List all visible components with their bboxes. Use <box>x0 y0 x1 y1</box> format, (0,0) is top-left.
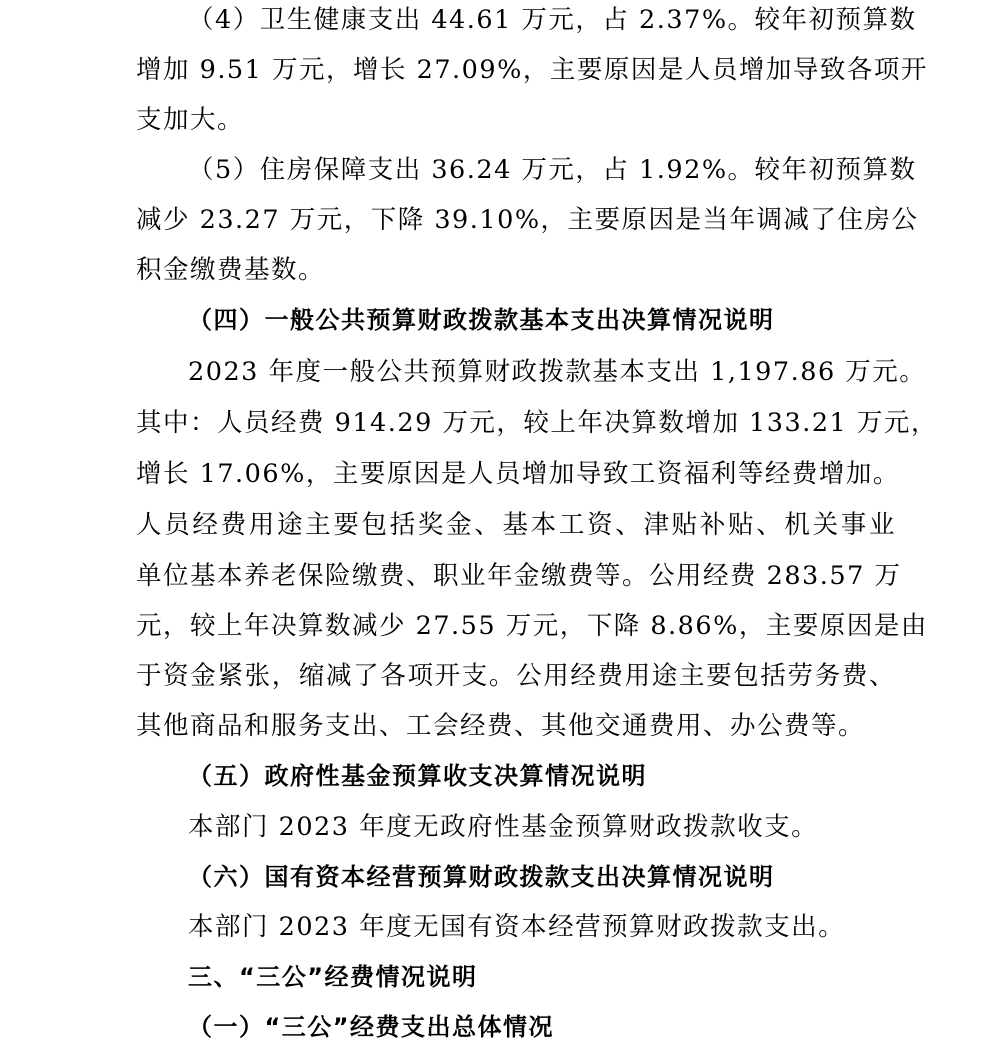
paragraph-line: 人员经费用途主要包括奖金、基本工资、津贴补贴、机关事业 <box>136 510 896 540</box>
paragraph-line: 于资金紧张，缩减了各项开支。公用经费用途主要包括劳务费、 <box>136 661 896 691</box>
paragraph-line: （5）住房保障支出 36.24 万元，占 1.92%。较年初预算数 <box>188 155 917 185</box>
paragraph-line: 其他商品和服务支出、工会经费、其他交通费用、办公费等。 <box>136 711 866 741</box>
paragraph-line: 增加 9.51 万元，增长 27.09%，主要原因是人员增加导致各项开 <box>136 55 928 85</box>
paragraph-line: 其中：人员经费 914.29 万元，较上年决算数增加 133.21 万元， <box>136 408 938 438</box>
paragraph-line: 元，较上年决算数减少 27.55 万元，下降 8.86%，主要原因是由 <box>136 611 928 641</box>
section-heading: （一）“三公”经费支出总体情况 <box>188 1013 555 1041</box>
paragraph-line: 积金缴费基数。 <box>136 255 326 285</box>
paragraph-line: 增长 17.06%，主要原因是人员增加导致工资福利等经费增加。 <box>136 459 900 489</box>
section-heading: （六）国有资本经营预算财政拨款支出决算情况说明 <box>188 863 775 891</box>
paragraph-line: 本部门 2023 年度无国有资本经营预算财政拨款支出。 <box>188 912 846 942</box>
chapter-heading: 三、“三公”经费情况说明 <box>188 963 478 991</box>
section-heading: （五）政府性基金预算收支决算情况说明 <box>188 762 647 790</box>
paragraph-line: 支加大。 <box>136 105 245 135</box>
paragraph-line: 减少 23.27 万元，下降 39.10%，主要原因是当年调减了住房公 <box>136 205 919 235</box>
paragraph-line: 2023 年度一般公共预算财政拨款基本支出 1,197.86 万元。 <box>188 357 927 387</box>
paragraph-line: （4）卫生健康支出 44.61 万元，占 2.37%。较年初预算数 <box>188 5 917 35</box>
paragraph-line: 单位基本养老保险缴费、职业年金缴费等。公用经费 283.57 万 <box>136 561 902 591</box>
section-heading: （四）一般公共预算财政拨款基本支出决算情况说明 <box>188 306 775 334</box>
paragraph-line: 本部门 2023 年度无政府性基金预算财政拨款收支。 <box>188 812 819 842</box>
